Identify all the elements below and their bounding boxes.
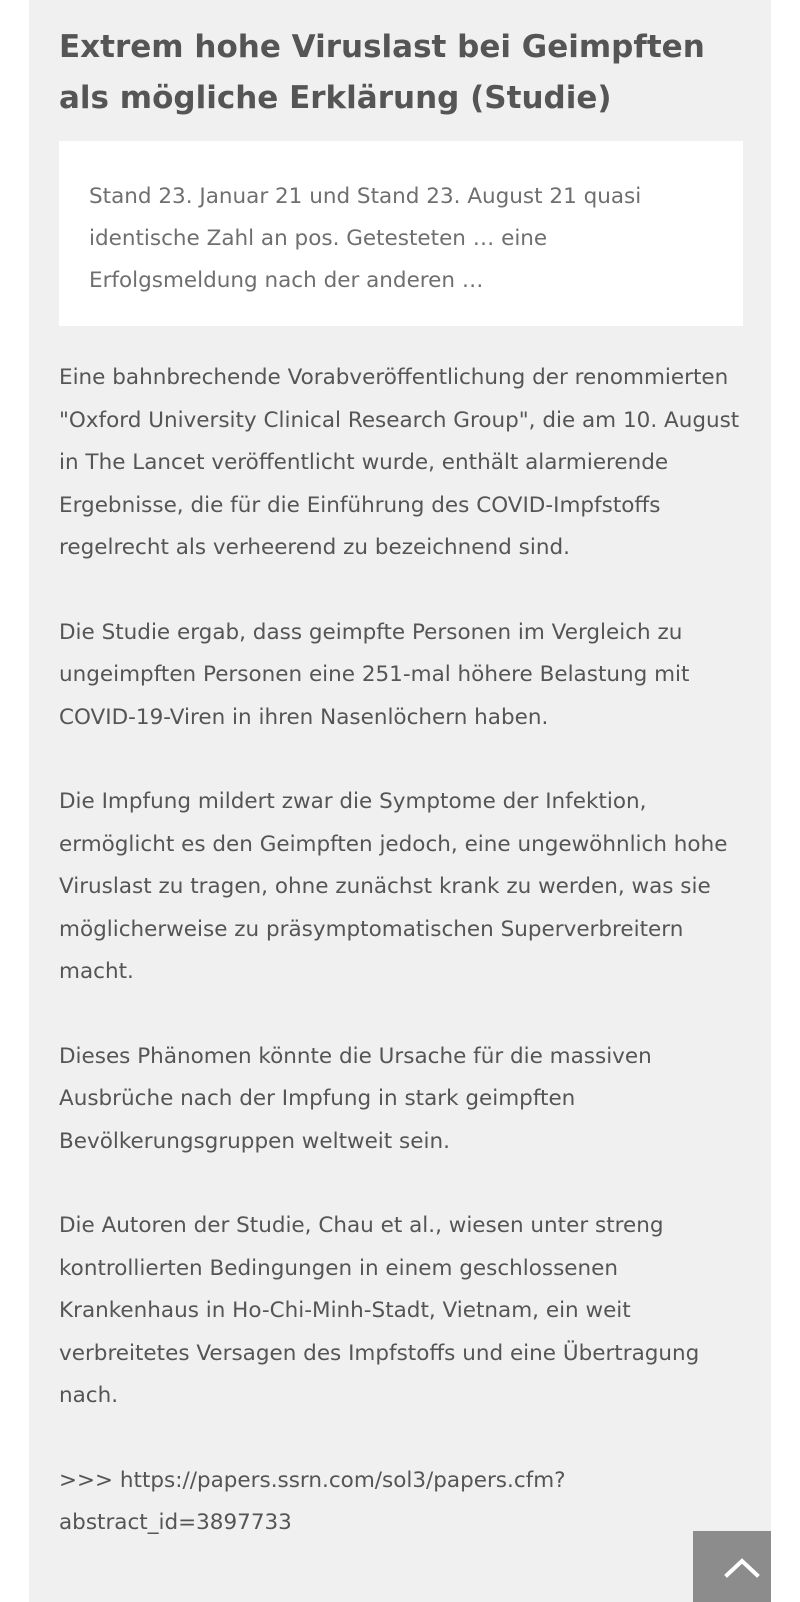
source-link-line bbox=[59, 1460, 749, 1545]
link-prefix: >>> bbox=[59, 1467, 120, 1493]
article-title: Extrem hohe Viruslast bei Geimpften als mögliche Erklärung (Studie) bbox=[59, 29, 705, 116]
source-link[interactable]: https://papers.ssrn.com/sol3/papers.cfm?abstract_id=3897733 bbox=[59, 1467, 566, 1535]
article-body bbox=[59, 357, 749, 1587]
article-quote bbox=[59, 141, 743, 326]
scroll-to-top-button[interactable] bbox=[693, 1531, 771, 1602]
chevron-up-icon bbox=[724, 1556, 760, 1578]
paragraph-1: Eine bahnbrechende Vorabveröffentlichung der renommierten "Oxford University Clinical Research Group", die am 10. August in The Lancet veröffentlicht wurde, enthält alarmierende Ergebnisse, die für die Einführung des COVID-Impfstoffs regelrecht als verheerend zu bezeichnend sind. bbox=[59, 365, 740, 560]
quote-text: Stand 23. Januar 21 und Stand 23. August 21 quasi identische Zahl an pos. Getesteten … eine Erfolgsmeldung nach der anderen … bbox=[89, 184, 642, 293]
paragraph-2: Die Studie ergab, dass geimpfte Personen im Vergleich zu ungeimpften Personen eine 251-mal höhere Belastung mit COVID-19-Viren in ihren Nasenlöchern haben. bbox=[59, 619, 690, 730]
article-page bbox=[29, 0, 771, 1602]
paragraph-5: Die Autoren der Studie, Chau et al., wiesen unter streng kontrollierten Bedingungen in einem geschlossenen Krankenhaus in Ho-Chi-Minh-Stadt, Vietnam, ein weit verbreitetes Versagen des Impfstoffs und eine Übertragung nach. bbox=[59, 1213, 700, 1408]
paragraph-4: Dieses Phänomen könnte die Ursache für die massiven Ausbrüche nach der Impfung in stark geimpften Bevölkerungsgruppen weltweit sein. bbox=[59, 1043, 652, 1154]
paragraph-3: Die Impfung mildert zwar die Symptome der Infektion, ermöglicht es den Geimpften jedoch, eine ungewöhnlich hohe Viruslast zu tragen, ohne zunächst krank zu werden, was sie möglicherweise zu präsymptomatischen Superverbreitern macht. bbox=[59, 789, 728, 984]
